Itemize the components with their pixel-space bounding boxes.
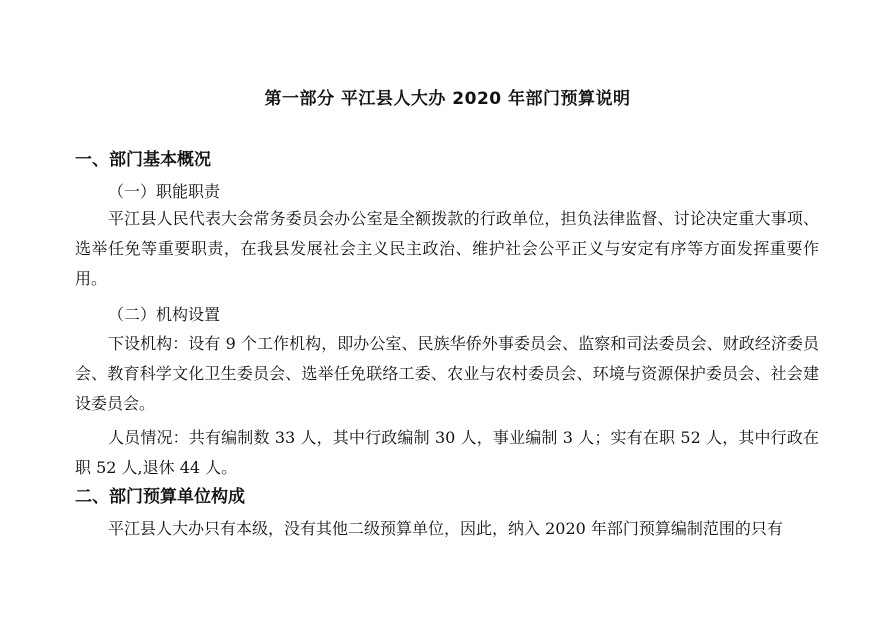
paragraph-staffing: 人员情况：共有编制数 33 人，其中行政编制 30 人，事业编制 3 人；实有在职 52 人，其中行政在职 52 人,退休 44 人。 bbox=[75, 428, 819, 477]
paragraph-budget-units: 平江县人大办只有本级，没有其他二级预算单位，因此，纳入 2020 年部门预算编制范围的只有 bbox=[108, 519, 783, 538]
section-heading-budget-units: 二、部门预算单位构成 bbox=[75, 487, 245, 507]
subsection-heading-organization: （二）机构设置 bbox=[108, 305, 221, 324]
section-heading-basic-overview: 一、部门基本概况 bbox=[75, 150, 211, 170]
paragraph-functions: 平江县人民代表大会常务委员会办公室是全额拨款的行政单位，担负法律监督、讨论决定重大事项、选举任免等重要职责，在我县发展社会主义民主政治、维护社会公平正义与安定有序等方面发挥重要作用。 bbox=[75, 209, 819, 288]
paragraph-subordinate-bodies: 下设机构：设有 9 个工作机构，即办公室、民族华侨外事委员会、监察和司法委员会、财政经济委员会、教育科学文化卫生委员会、选举任免联络工委、农业与农村委员会、环境与资源保护委员会、社会建设委员会。 bbox=[75, 334, 819, 413]
document-title: 第一部分 平江县人大办 2020 年部门预算说明 bbox=[264, 89, 631, 109]
subsection-heading-functions: （一）职能职责 bbox=[108, 182, 221, 201]
